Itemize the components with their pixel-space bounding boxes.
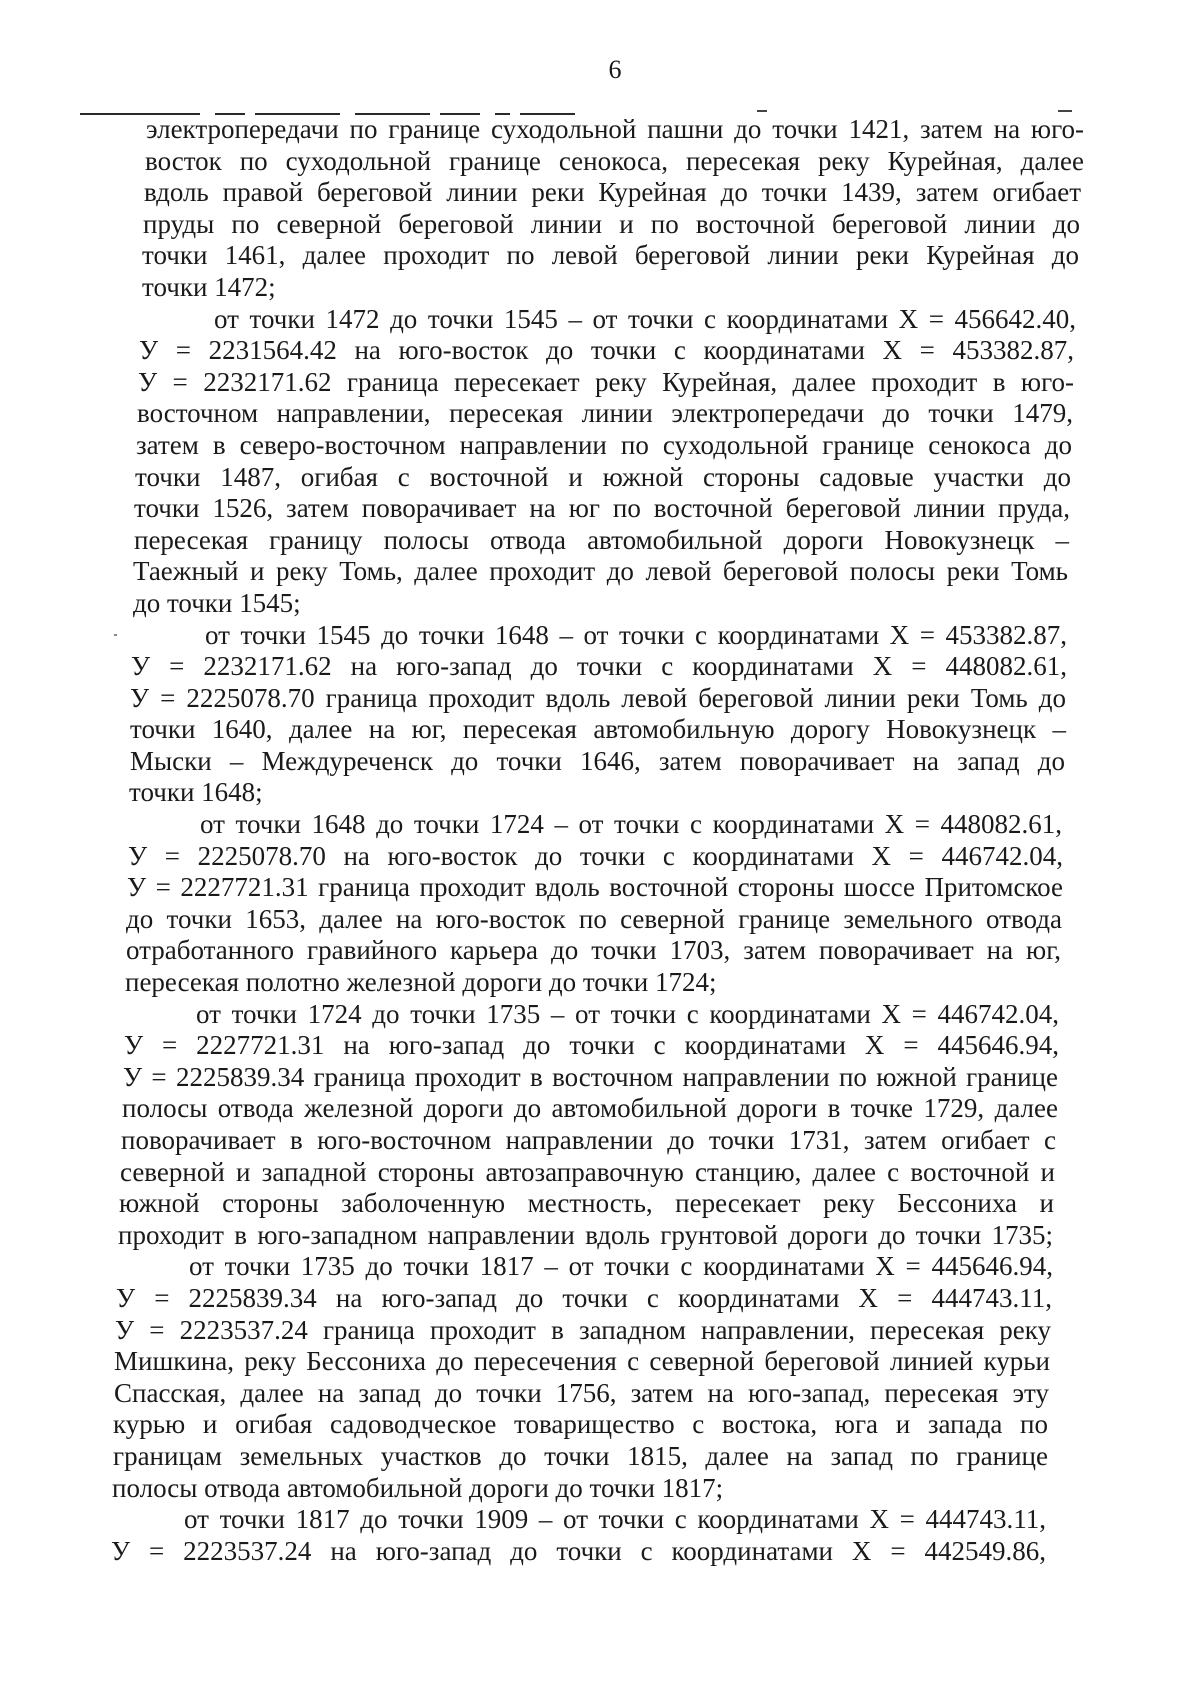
text-line: точки 1487, огибая с восточной и южной стороны садовые участки до [135,461,1071,492]
text-line: от точки 1817 до точки 1909 – от точки с координатами Х = 444743.11, [184,1504,1046,1535]
text-line: от точки 1472 до точки 1545 – от точки с координатами Х = 456642.40, [214,303,1076,334]
text-line: затем в северо-восточном направлении по суходольной границе сенокоса до [136,429,1072,460]
text-line: точки 1526, затем поворачивает на юг по восточной береговой линии пруда, [134,493,1070,524]
text-line: отработанного гравийного карьера до точки 1703, затем поворачивает на юг, [126,935,1061,966]
text-line: У = 2232171.62 на юго-запад до точки с координатами Х = 448082.61, [131,651,1067,682]
text-line: У = 2225078.70 на юго-восток до точки с координатами Х = 446742.04, [128,840,1063,871]
text-line: Мыски – Междуреченск до точки 1646, затем поворачивает на запад до [130,745,1065,776]
text-line: пруды по северной береговой линии и по восточной береговой линии до [143,208,1080,239]
text-line: полосы отвода автомобильной дороги до точки 1817; [112,1472,724,1503]
text-line: от точки 1724 до точки 1735 – от точки с координатами Х = 446742.04, [196,998,1059,1029]
text-line: У = 2225839.34 на юго-запад до точки с координатами Х = 444743.11, [116,1282,1052,1313]
text-line: южной стороны заболоченную местность, пересекает реку Бессониха и [119,1188,1054,1219]
text-line: У = 2223537.24 на юго-запад до точки с координатами Х = 442549.86, [111,1535,1046,1566]
text-line: курью и огибая садоводческое товарищество с востока, юга и запада по [113,1409,1048,1440]
text-line: точки 1472; [142,271,276,302]
text-line: до точки 1545; [133,587,301,618]
text-line: от точки 1648 до точки 1724 – от точки с координатами Х = 448082.61, [200,809,1062,840]
text-line: пересекая границу полосы отвода автомобильной дороги Новокузнецк – [134,524,1069,555]
text-line: границам земельных участков до точки 1815, далее на запад по границе [113,1440,1048,1471]
text-line: проходит в юго-западном направлении вдоль грунтовой дороги до точки 1735; [118,1219,1053,1250]
text-line: У = 2227721.31 граница проходит вдоль восточной стороны шоссе Притомское [127,872,1063,903]
text-line: электропередачи по границе суходольной пашни до точки 1421, затем на юго- [146,114,1084,144]
text-line: поворачивает в юго-восточном направлении до точки 1731, затем огибает с [121,1125,1056,1155]
text-line: полосы отвода железной дороги до автомобильной дороги в точке 1729, далее [122,1093,1058,1124]
text-line: до точки 1653, далее на юго-восток по северной границе земельного отвода [126,903,1062,934]
scan-artifact-mark [757,110,767,112]
text-line: У = 2225078.70 граница проходит вдоль левой береговой линии реки Томь до [130,682,1066,713]
text-line: У = 2223537.24 граница проходит в западном направлении, пересекая реку [115,1314,1051,1345]
text-line: от точки 1545 до точки 1648 – от точки с координатами Х = 453382.87, [205,619,1067,650]
text-line: Мишкина, реку Бессониха до пересечения с северной береговой линией курьи [114,1346,1050,1377]
text-line: точки 1648; [129,777,263,808]
text-line: У = 2225839.34 граница проходит в восточном направлении по южной границе [123,1061,1058,1092]
text-line: пересекая полотно железной дороги до точки 1724; [125,967,717,998]
text-line: У = 2232171.62 граница пересекает реку Курейная, далее проходит в юго- [138,366,1074,397]
text-line: северной и западной стороны автозаправочную станцию, далее с восточной и [120,1156,1055,1187]
text-line: точки 1640, далее на юг, пересекая автомобильную дорогу Новокузнецк – [130,714,1066,745]
text-line: точки 1461, далее проходит по левой береговой линии реки Курейная до [142,240,1079,271]
text-line: восток по суходольной границе сенокоса, пересекая реку Курейная, далее [145,145,1084,176]
document-body [0,114,1200,1567]
text-line: Спасская, далее на запад до точки 1756, затем на юго-запад, пересекая эту [114,1377,1049,1408]
text-line: У = 2231564.42 на юго-восток до точки с координатами Х = 453382.87, [139,335,1074,366]
text-line: от точки 1735 до точки 1817 – от точки с координатами Х = 445646.94, [189,1251,1053,1282]
text-line: вдоль правой береговой линии реки Курейная до точки 1439, затем огибает [144,177,1081,208]
text-line: Таежный и реку Томь, далее проходит до левой береговой полосы реки Томь [133,556,1068,587]
page-number: 6 [608,55,622,84]
text-line: восточном направлении, пересекая линии электропередачи до точки 1479, [137,398,1073,429]
scan-artifact-mark [1058,110,1072,112]
text-line: У = 2227721.31 на юго-запад до точки с координатами Х = 445646.94, [124,1030,1059,1061]
